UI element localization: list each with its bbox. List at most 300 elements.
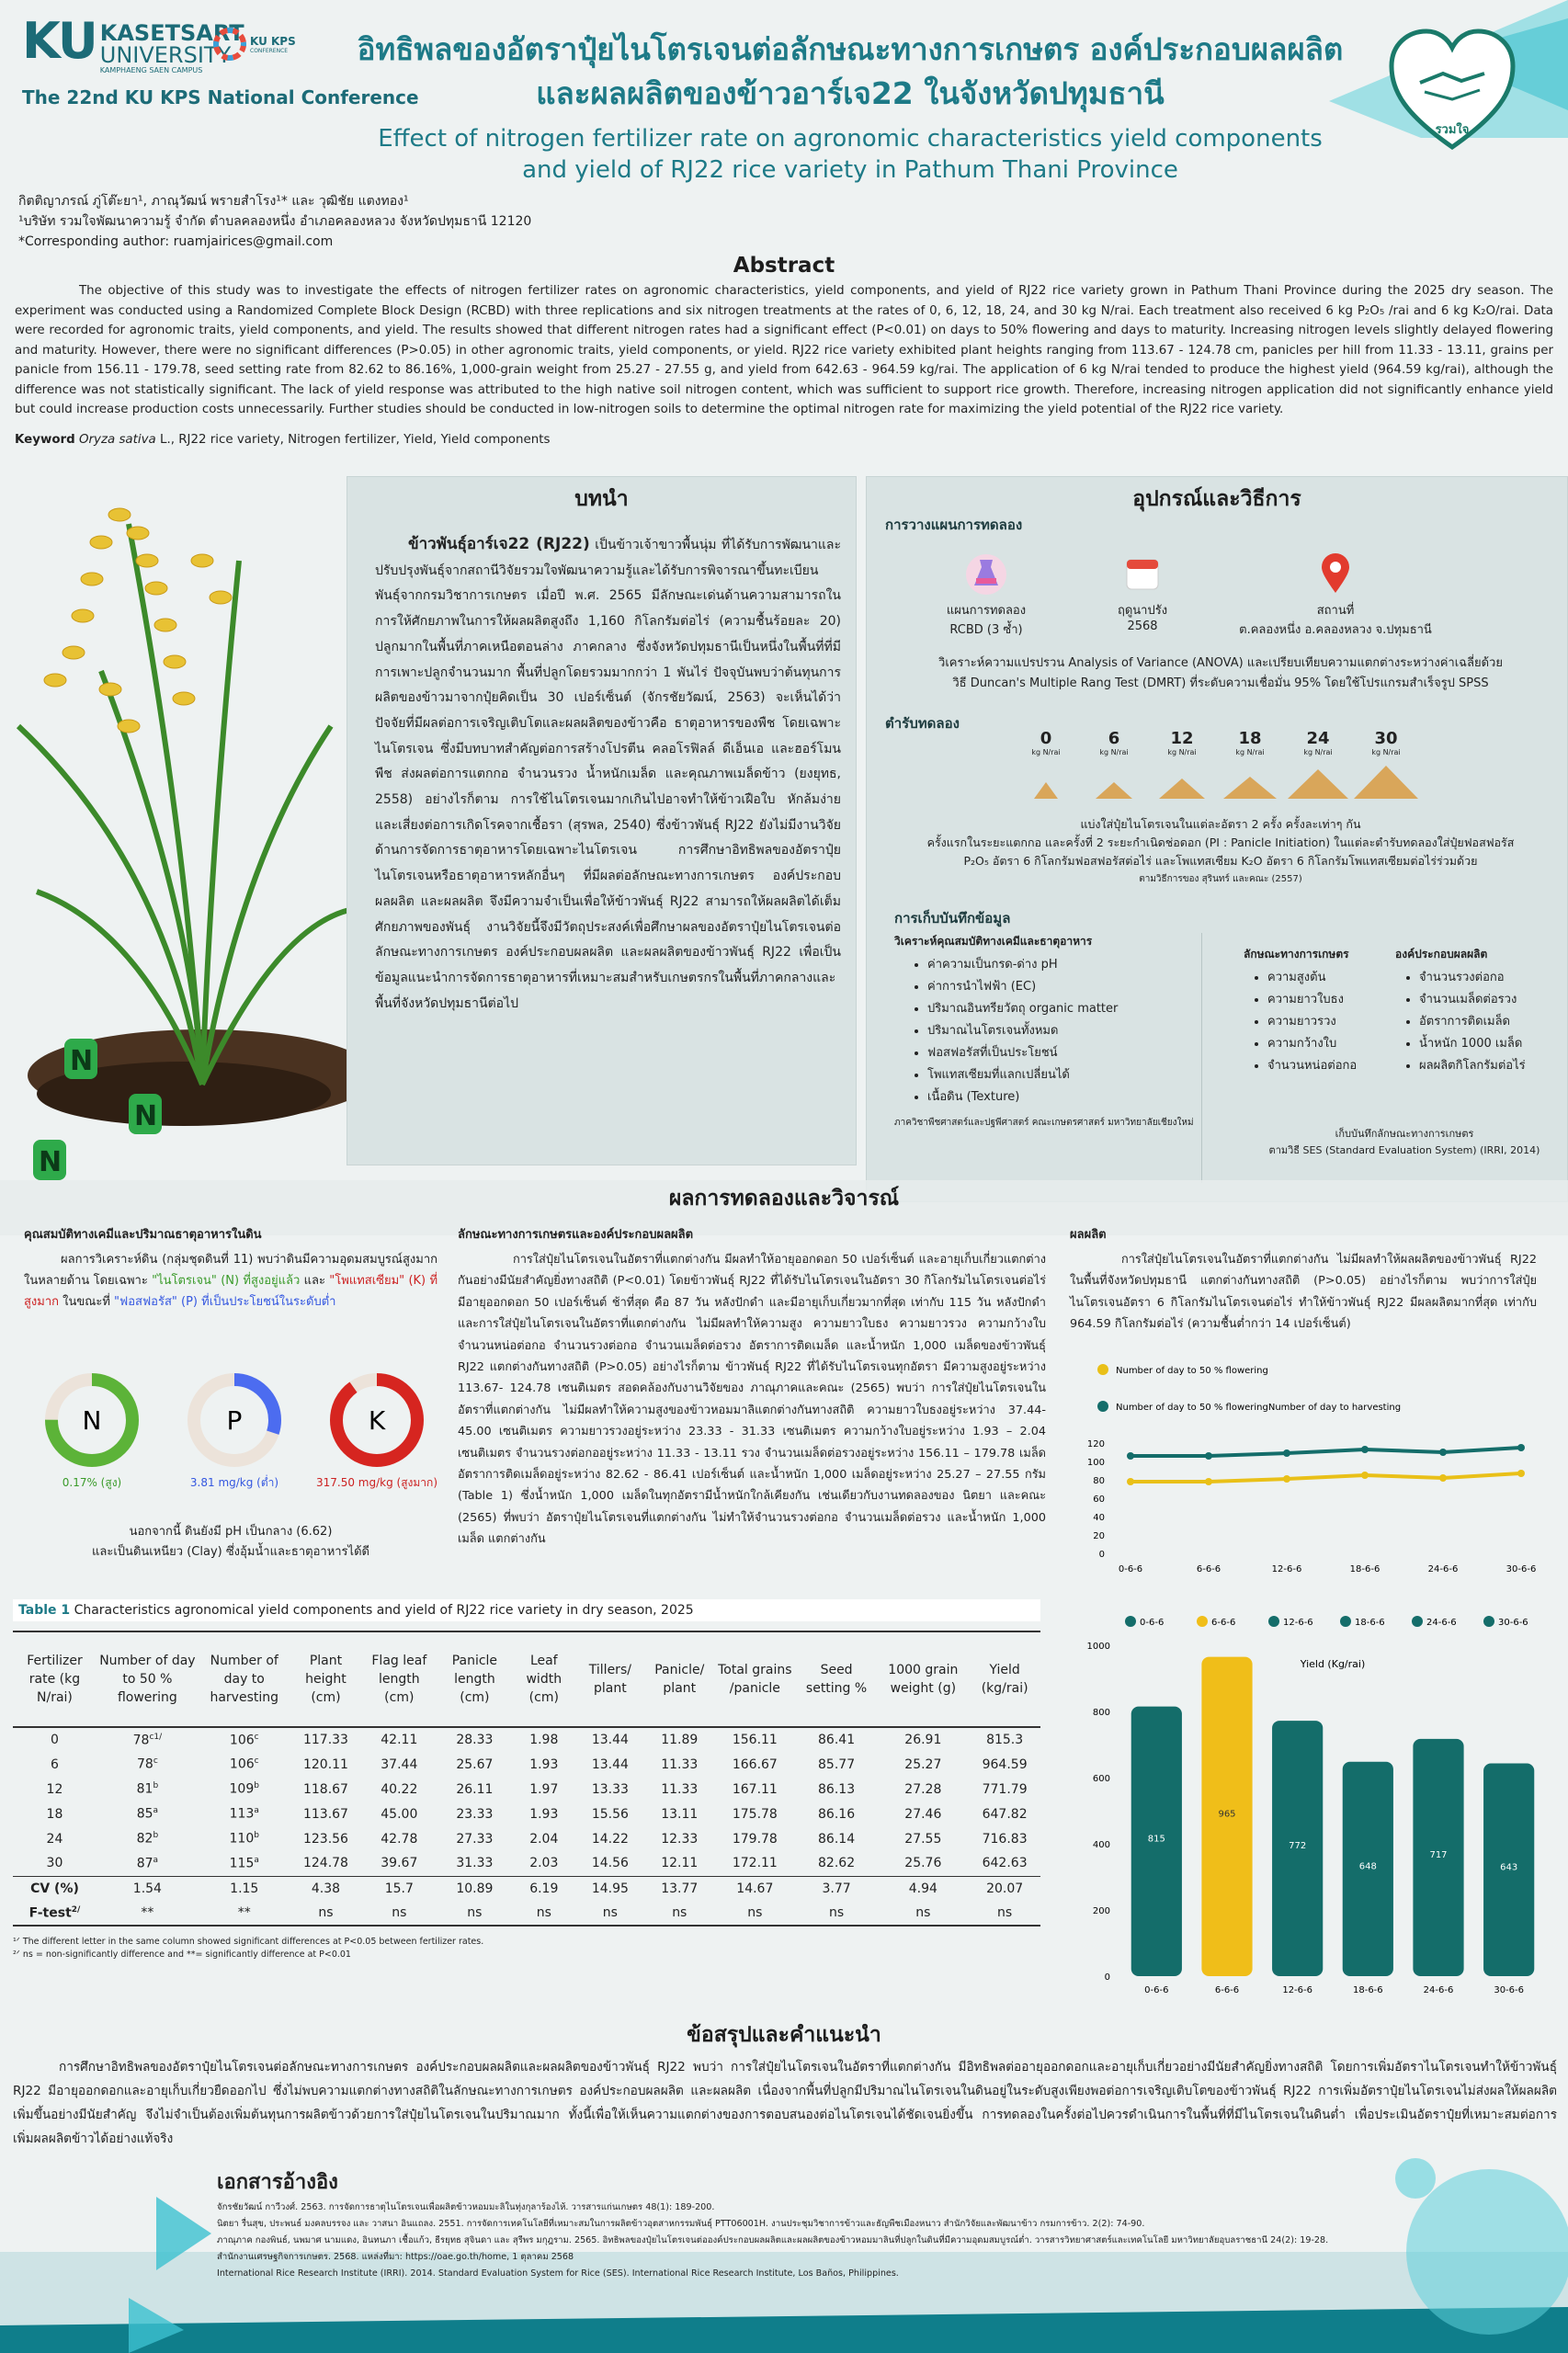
table-cell: 31.33 bbox=[456, 1856, 494, 1871]
table-cell: 10.89 bbox=[456, 1881, 494, 1896]
donut-letter: N bbox=[82, 1405, 102, 1436]
cell-letter: c bbox=[254, 1732, 259, 1742]
table-cell: 15.56 bbox=[591, 1806, 629, 1822]
bar-value-label: 643 bbox=[1500, 1862, 1518, 1873]
design-heading: การวางแผนการทดลอง bbox=[885, 517, 1023, 533]
chart-title: Yield (Kg/rai) bbox=[1300, 1658, 1366, 1670]
legend-marker bbox=[1097, 1401, 1108, 1412]
table-cell: 1.93 bbox=[529, 1806, 559, 1822]
table-cell: ns bbox=[915, 1905, 931, 1920]
list-item: • ผลผลิตกิโลกรัมต่อไร่ bbox=[1419, 1055, 1561, 1077]
table-body bbox=[13, 1727, 1040, 1926]
table-cell: 26.11 bbox=[456, 1781, 494, 1797]
table-cell: 118.67 bbox=[302, 1781, 348, 1797]
soil-analysis-box bbox=[894, 933, 1202, 1183]
table-caption-label: Table 1 bbox=[18, 1603, 71, 1618]
cell-letter: b bbox=[153, 1831, 159, 1841]
y-tick-label: 80 bbox=[1093, 1476, 1105, 1486]
design-item-location bbox=[1225, 551, 1446, 639]
table-cell: 14.67 bbox=[736, 1881, 774, 1896]
rice-plant-illustration bbox=[0, 450, 349, 1222]
cell-letter: a bbox=[153, 1855, 159, 1865]
table-cell: 26.91 bbox=[904, 1733, 942, 1747]
list-item: • ปริมาณอินทรียวัตถุ organic matter bbox=[927, 998, 1201, 1020]
yield-section bbox=[1070, 1224, 1537, 1336]
cell-letter: 2/ bbox=[71, 1904, 81, 1915]
table-footnote: ¹ᐟ The different letter in the same column showed significant differences at P<0.05 between fertilizer rates. bbox=[13, 1937, 484, 1947]
table-cell: ** bbox=[237, 1905, 251, 1920]
list-item: • ค่าความเป็นกรด-ด่าง pH bbox=[927, 954, 1201, 976]
y-tick-label: 60 bbox=[1093, 1495, 1105, 1505]
list-item: • โพแทสเซียมที่แลกเปลี่ยนได้ bbox=[927, 1064, 1201, 1086]
logo-campus: KAMPHAENG SAEN CAMPUS bbox=[99, 66, 203, 74]
y-tick-label: 400 bbox=[1092, 1840, 1110, 1850]
table-cell: 6.19 bbox=[529, 1881, 559, 1896]
list-item: • ฟอสฟอรัสที่เป็นประโยชน์ bbox=[927, 1042, 1201, 1064]
agro-traits-box bbox=[1244, 946, 1381, 1077]
table-cell: 12.11 bbox=[661, 1856, 699, 1871]
svg-text:N: N bbox=[70, 1045, 94, 1077]
y-tick-label: 100 bbox=[1086, 1458, 1105, 1468]
svg-text:N: N bbox=[134, 1100, 158, 1132]
kps-wheel-icon bbox=[213, 28, 246, 61]
cell-value: 78 bbox=[132, 1733, 150, 1748]
cell-value: 106 bbox=[229, 1733, 255, 1748]
data-point bbox=[1439, 1449, 1447, 1456]
table-cell: 25.27 bbox=[904, 1756, 942, 1772]
table-cell bbox=[97, 1802, 199, 1826]
table-cell: 175.78 bbox=[732, 1806, 778, 1822]
calendar-icon bbox=[1119, 551, 1165, 597]
list-item: • ปริมาณไนโตรเจนทั้งหมด bbox=[927, 1020, 1201, 1042]
y-tick-label: 600 bbox=[1092, 1774, 1110, 1784]
author-block bbox=[18, 191, 846, 252]
table-cell: 14.22 bbox=[591, 1831, 629, 1847]
cell-value: 87 bbox=[136, 1856, 153, 1871]
table-cell: 27.28 bbox=[904, 1781, 942, 1797]
legend-label: Number of day to 50 % floweringNumber of day to harvesting bbox=[1116, 1403, 1402, 1413]
treatment-rate bbox=[1218, 729, 1282, 806]
table-header: Leaf width (cm) bbox=[526, 1654, 562, 1705]
logo-university: UNIVERSITY bbox=[99, 42, 232, 68]
soil-summary-line: และเป็นดินเหนียว (Clay) ซึ่งอุ้มน้ำและธาตุอาหารได้ดี bbox=[92, 1545, 369, 1559]
table-cell: 42.78 bbox=[381, 1831, 418, 1847]
x-tick-label: 12-6-6 bbox=[1282, 1985, 1313, 1995]
design-item-value: 2568 bbox=[1127, 620, 1158, 633]
title-thai-line-1: อิทธิพลของอัตราปุ๋ยไนโตรเจนต่อลักษณะทางการเกษตร องค์ประกอบผลผลิต bbox=[357, 31, 1344, 67]
table-cell: 13.44 bbox=[591, 1756, 629, 1772]
table-cell: 37.44 bbox=[381, 1756, 418, 1772]
table-cell bbox=[199, 1777, 290, 1802]
table-cell: 3.77 bbox=[822, 1881, 851, 1896]
soil-nutrient-section bbox=[24, 1224, 437, 1313]
ku-logo bbox=[22, 12, 244, 74]
soil-text-nitrogen: "ไนโตรเจน" (N) ที่สูงอยู่แล้ว bbox=[152, 1274, 301, 1288]
table-cell: 20.07 bbox=[986, 1881, 1024, 1896]
ruamjai-emblem bbox=[1388, 28, 1517, 152]
table-cell bbox=[97, 1851, 199, 1876]
cell-letter: a bbox=[254, 1806, 259, 1816]
cell-letter: a bbox=[153, 1806, 159, 1816]
data-note-line: ตามวิธี SES (Standard Evaluation System) (IRRI, 2014) bbox=[1268, 1144, 1540, 1156]
intro-body: เป็นข้าวเจ้าขาวพื้นนุ่ม ที่ได้รับการพัฒนาและปรับปรุงพันธุ์จากสถานีวิจัยรวมใจพัฒนาความรู้และได้รับการพิจารณาขึ้นทะเบียนพันธุ์จากกรมวิชาการเกษตร เมื่อปี พ.ศ. 2565 มีลักษณะเด่นด้านความสามารถในการให้ศักยภาพในการให้ผลผลิตสูงถึง 1,160 กิโลกรัมต่อไร่ (ความชื้นร้อยละ 20) ปลูกมากในพื้นที่ภาคเหนือตอนล่าง ภาคกลาง ซึ่งจังหวัดปทุมธานีเป็นหนึ่งในพื้นที่ที่มีการเพาะปลูกจำนวนมาก พื้นที่ปลูกโดยรวมมากกว่า 1 พันไร่ ปัจจุบันพบว่าต้นทุนการผลิตของข้าวมาจากปุ๋ยคิดเป็น 30 เปอร์เซ็นต์ (จักรชัยวัฒน์, 2563) จะเห็นได้ว่า ปัจจัยที่มีผลต่อการเจริญเติบโตและผลผลิตของข้าวคือ ธาตุอาหารของพืช โดยเฉพาะไนโตรเจน ซึ่งมีบทบาทสำคัญต่อการสร้างโปรตีน คลอโรฟิลล์ ดีเอ็นเอ และฮอร์โมนพืช ส่งผลต่อการแตกกอ จำนวนรวง น้ำหนักเมล็ด และคุณภาพเมล็ดข้าว (ยงยุทธ, 2558) อย่างไรก็ตาม การใช้ไนโตรเจนมากเกินไปอาจทำให้ข้าวเฝือใบ หักล้มง่าย และเสี่ยงต่อการเกิดโรคจากเชื้อรา (สุรพล, 2540) ซึ่งข้าวพันธุ์ RJ22 ยังไม่มีงานวิจัยด้านการจัดการธาตุอาหารโดยเฉพาะไนโตรเจน การศึกษาอิทธิพลของอัตราปุ๋ยไนโตรเจนหรือธาตุอาหารหลักอื่นๆ ที่มีผลต่อลักษณะทางการเกษตร องค์ประกอบผลผลิต และผลผลิต จึงมีความจำเป็นเพื่อให้ข้าวพันธุ์ RJ22 สามารถให้ผลผลิตได้เต็มศักยภาพของพันธุ์ งานวิจัยนี้จึงมีวัตถุประสงค์เพื่อศึกษาผลของอัตราปุ๋ยไนโตรเจนต่อลักษณะทางการเกษตร องค์ประกอบผลผลิต และผลผลิตของข้าวพันธุ์ RJ22 เพื่อเป็นข้อมูลแนะนำการจัดการธาตุอาหารที่เหมาะสมสำหรับเกษตรกรในพื้นที่ภาคกลางและพื้นที่จังหวัดปทุมธานีต่อไป bbox=[375, 538, 841, 1011]
table-cell: 0 bbox=[51, 1733, 59, 1747]
table-cell bbox=[199, 1727, 290, 1752]
table-cell: 86.16 bbox=[818, 1806, 856, 1822]
abstract-body: The objective of this study was to investigate the effects of nitrogen fertilizer rates on agronomic characteristics, yield components, and yield of RJ22 rice variety grown in Pathum Thani Province during the 2025 dry season. The experiment was conducted using a Randomized Complete Block Design (RCBD) with three replications and six nitrogen treatments at the rates of 0, 6, 12, 18, 24, and 30 kg N/rai. Each treatment also received 6 kg P₂O₅ /rai and 6 kg K₂O/rai. Data were recorded for agronomic traits, yield components, and yield. The results showed that different nitrogen rates had a significant effect (P<0.01) on days to 50% flowering and days to maturity. Increasing nitrogen levels slightly delayed flowering and maturity. However, there were no significant differences (P>0.05) in other agronomic traits, yield components, or yield. RJ22 rice variety exhibited plant heights ranging from 113.67 - 124.78 cm, panicles per hill from 11.33 - 13.11, grains per panicle from 156.11 - 179.78, seed setting rate from 82.62 to 86.16%, 1,000-grain weight from 25.27 - 27.55 g, and yield from 642.63 - 964.59 kg/rai. The application of 6 kg N/rai tended to produce the highest yield (964.59 kg/rai), although the difference was not statistically significant. The lack of yield response was attributed to the high native soil nitrogen content, which was sufficient to support rice growth. Therefore, increasing nitrogen application did not significantly enhance yield but could increase production costs unnecessarily. Further studies should be conducted in low-nitrogen soils to determine the optimal nitrogen rate for maximizing the yield potential of the RJ22 rice variety. bbox=[15, 284, 1553, 416]
title-english-line-2: and yield of RJ22 rice variety in Pathum Thani Province bbox=[522, 156, 1178, 184]
list-item: • จำนวนหน่อต่อกอ bbox=[1267, 1055, 1381, 1077]
reference-item: International Rice Research Institute (IRRI). 2014. Standard Evaluation System for Rice (SES). International Rice Research Institute, Los Baños, Philippines. bbox=[217, 2268, 899, 2279]
conclusion-text bbox=[13, 2055, 1557, 2151]
methods-heading: อุปกรณ์และวิธีการ bbox=[1132, 487, 1301, 511]
table-cell: 14.56 bbox=[591, 1856, 629, 1871]
table-cell: 12 bbox=[46, 1781, 63, 1797]
nutrient-donut-label: 317.50 mg/kg (สูงมาก) bbox=[316, 1476, 437, 1489]
reference-item: สำนักงานเศรษฐกิจการเกษตร. 2568. แหล่งที่มา: https://oae.go.th/home, 1 ตุลาคม 2568 bbox=[217, 2252, 574, 2262]
soil-text-potassium: "โพแทสเซียม" (K) ที่สูงมาก bbox=[24, 1274, 438, 1309]
table-cell: 771.79 bbox=[982, 1781, 1028, 1797]
table-cell bbox=[199, 1752, 290, 1777]
treatment-note: ตามวิธีการของ สุรินทร์ และคณะ (2557) bbox=[1139, 874, 1302, 884]
x-tick-label: 24-6-6 bbox=[1427, 1564, 1459, 1572]
corresponding-author: *Corresponding author: ruamjairices@gmail.com bbox=[18, 234, 334, 249]
treatment-rate-unit: kg N/rai bbox=[1303, 748, 1333, 756]
analysis-text bbox=[885, 654, 1556, 694]
treatment-rate-unit: kg N/rai bbox=[1371, 748, 1401, 756]
table-cell: 13.33 bbox=[591, 1781, 629, 1797]
table-cell: 24 bbox=[46, 1831, 63, 1847]
nutrient-donut-label: 0.17% (สูง) bbox=[62, 1476, 122, 1489]
table-row bbox=[13, 1752, 1040, 1777]
table-cell: 27.46 bbox=[904, 1806, 942, 1822]
table-cell: 86.14 bbox=[818, 1831, 856, 1847]
table-cell: ns bbox=[467, 1905, 483, 1920]
soil-analysis-list bbox=[894, 954, 1201, 1108]
cell-letter: b bbox=[254, 1781, 259, 1791]
table-cell: 27.55 bbox=[904, 1831, 942, 1847]
treatment-rate-value: 24 bbox=[1306, 729, 1330, 748]
treatment-notes bbox=[885, 815, 1556, 889]
agro-traits-heading: ลักษณะทางการเกษตร bbox=[1244, 948, 1349, 961]
legend-label: 0-6-6 bbox=[1140, 1618, 1165, 1628]
table-cell: 120.11 bbox=[302, 1756, 348, 1772]
conclusion-heading: ข้อสรุปและคำแนะนำ bbox=[687, 2023, 881, 2047]
agronomic-section bbox=[458, 1224, 1046, 1551]
yield-bar-chart bbox=[1075, 1608, 1553, 2004]
nutrient-donut-label: 3.81 mg/kg (ต่ำ) bbox=[189, 1476, 279, 1489]
treatment-rate bbox=[1354, 729, 1418, 806]
nutrient-donut-n bbox=[28, 1370, 156, 1489]
logo-kasetsart: KASETSART bbox=[99, 20, 244, 46]
table-cell: 156.11 bbox=[732, 1733, 778, 1747]
list-item: • อัตราการติดเมล็ด bbox=[1419, 1011, 1561, 1033]
treatment-rate-unit: kg N/rai bbox=[1167, 748, 1197, 756]
table-1 bbox=[13, 1599, 1040, 1961]
nutrient-donut-chart bbox=[41, 1370, 142, 1471]
table-row-ftest bbox=[13, 1901, 1040, 1926]
table-cell: ns bbox=[602, 1905, 618, 1920]
data-point bbox=[1205, 1478, 1212, 1485]
table-cell bbox=[97, 1777, 199, 1802]
title-english-line-1: Effect of nitrogen fertilizer rate on agronomic characteristics yield components bbox=[378, 125, 1323, 153]
soil-text-phosphorus: "ฟอสฟอรัส" (P) ที่เป็นประโยชน์ในระดับต่ำ bbox=[114, 1295, 336, 1309]
donut-letter: P bbox=[226, 1405, 243, 1436]
y-tick-label: 120 bbox=[1086, 1439, 1105, 1449]
cell-letter: b bbox=[153, 1781, 159, 1791]
table-cell: 1.54 bbox=[132, 1881, 162, 1896]
legend-marker bbox=[1097, 1364, 1108, 1375]
table-cell: 2.03 bbox=[529, 1856, 559, 1871]
legend-marker bbox=[1197, 1616, 1208, 1627]
legend-marker bbox=[1483, 1616, 1494, 1627]
legend-marker bbox=[1125, 1616, 1136, 1627]
table-cell: 1.15 bbox=[230, 1881, 259, 1896]
table-cell: 40.22 bbox=[381, 1781, 418, 1797]
bar-value-label: 965 bbox=[1218, 1809, 1236, 1820]
table-caption bbox=[13, 1599, 1040, 1621]
list-item: • ค่าการนำไฟฟ้า (EC) bbox=[927, 976, 1201, 998]
treatment-rate bbox=[1150, 729, 1214, 806]
table-cell: 86.13 bbox=[818, 1781, 856, 1797]
table-cell bbox=[199, 1826, 290, 1851]
legend-label: 12-6-6 bbox=[1283, 1618, 1313, 1628]
treatment-rate-unit: kg N/rai bbox=[1031, 748, 1061, 756]
yield-heading: ผลผลิต bbox=[1070, 1228, 1107, 1242]
treatment-note: P₂O₅ อัตรา 6 กิโลกรัมฟอสฟอรัสต่อไร่ และโพแทสเซียม K₂O อัตรา 6 กิโลกรัมโพแทสเซียมต่อไร่ร่วมด้วย bbox=[963, 854, 1478, 868]
list-item: • ความยาวใบธง bbox=[1267, 989, 1381, 1011]
bar-value-label: 717 bbox=[1429, 1849, 1448, 1860]
agro-traits-list bbox=[1244, 967, 1381, 1077]
table-cell: ns bbox=[747, 1905, 763, 1920]
emblem-text: รวมใจ bbox=[1435, 123, 1470, 137]
cell-value: 106 bbox=[229, 1756, 255, 1772]
legend-label: 18-6-6 bbox=[1355, 1618, 1385, 1628]
cell-letter: b bbox=[254, 1831, 259, 1841]
fertilizer-pile-icon bbox=[1014, 756, 1078, 802]
table-row bbox=[13, 1777, 1040, 1802]
nutrient-donut-chart bbox=[326, 1370, 427, 1471]
table-header: Seed setting % bbox=[805, 1663, 868, 1696]
treatment-rates bbox=[1014, 729, 1418, 806]
bar-value-label: 815 bbox=[1147, 1834, 1165, 1845]
table-cell: 6 bbox=[51, 1756, 59, 1772]
table-cell: 4.38 bbox=[311, 1881, 341, 1896]
table-cell: 642.63 bbox=[982, 1856, 1028, 1871]
x-tick-label: 30-6-6 bbox=[1506, 1564, 1537, 1572]
x-tick-label: 0-6-6 bbox=[1144, 1985, 1169, 1995]
conclusion-body: การศึกษาอิทธิพลของอัตราปุ๋ยไนโตรเจนต่อลักษณะทางการเกษตร องค์ประกอบผลผลิตและผลผลิตของข้าวพันธุ์ RJ22 พบว่า การใส่ปุ๋ยไนโตรเจนในอัตราที่แตกต่างกัน มีอิทธิพลต่ออายุออกดอกและอายุเก็บเกี่ยวอย่างมีนัยสำคัญยิ่งทางสถิติ โดยการเพิ่มอัตราไนโตรเจนทำให้ข้าวพันธุ์ RJ22 มีอายุออกดอกและอายุเก็บเกี่ยวยืดออกไป ซึ่งไม่พบความแตกต่างทางสถิติในลักษณะทางการเกษตร องค์ประกอบผลผลิต และผลผลิต เนื่องจากพื้นที่ปลูกมีปริมาณไนโตรเจนในดินอยู่ในระดับสูงเพียงพอต่อการเจริญเติบโตของข้าวพันธุ์ RJ22 การเพิ่มอัตราปุ๋ยไนโตรเจนไม่ส่งผลให้ผลผลิตเพิ่มขึ้นอย่างมีนัยสำคัญ จึงไม่จำเป็นต้องเพิ่มต้นทุนการผลิตข้าวด้วยการใส่ปุ๋ยไนโตรเจนในปริมาณมาก ทั้งนี้เพื่อให้เห็นความแตกต่างของการตอบสนองต่อไนโตรเจนได้ชัดเจนยิ่งขึ้น การทดลองในครั้งต่อไปควรดำเนินการในพื้นที่ที่มีไนโตรเจนในดินต่ำ เพื่อประเมินอัตราปุ๋ยที่เหมาะสมต่อการเพิ่มผลผลิตข้าวได้อย่างแท้จริง bbox=[13, 2060, 1557, 2146]
logo-kps: KU KPS bbox=[250, 34, 296, 48]
cell-value: F-test bbox=[28, 1905, 72, 1921]
data-point bbox=[1361, 1446, 1369, 1453]
soil-summary-line: นอกจากนี้ ดินยังมี pH เป็นกลาง (6.62) bbox=[129, 1525, 333, 1539]
table-cell: 13.77 bbox=[661, 1881, 699, 1896]
bar-value-label: 648 bbox=[1358, 1861, 1377, 1872]
y-tick-label: 40 bbox=[1093, 1513, 1105, 1523]
title-english bbox=[349, 123, 1351, 186]
fertilizer-pile-icon bbox=[1150, 756, 1214, 802]
table-cell: 13.11 bbox=[661, 1806, 699, 1822]
table-cell: ns bbox=[392, 1905, 407, 1920]
series-line bbox=[1131, 1448, 1521, 1456]
fertilizer-pile-icon bbox=[1286, 756, 1350, 802]
cell-letter: a bbox=[254, 1855, 259, 1865]
design-item-value: RCBD (3 ซ้ำ) bbox=[949, 623, 1023, 637]
abstract-heading: Abstract bbox=[733, 254, 835, 278]
y-tick-label: 200 bbox=[1092, 1906, 1110, 1916]
location-pin-icon bbox=[1312, 551, 1358, 597]
table-footnote: ²ᐟ ns = non-significantly difference and **= significantly difference at P<0.01 bbox=[13, 1949, 351, 1960]
table-header: Panicle/ plant bbox=[654, 1663, 705, 1696]
table-cell: 82.62 bbox=[818, 1856, 856, 1871]
reference-item: ภาณุภาค กองพินธ์, นพมาศ นามแดง, อินทนภา เชื้อแก้ว, ธีรยุทธ สุจินดา และ สุรีพร มกุฎราม. 2565. อิทธิพลของปุ๋ยไนโตรเจนต่อองค์ประกอบผลผลิตและผลผลิตของข้าวหอมมาลินที่ปลูกในดินที่มีความอุดมสมบูรณ์ต่ำ. วารสารวิทยาศาสตร์และเทคโนโลยี มหาวิทยาลัยอุบลราชธานี 24(2): 19-28. bbox=[217, 2235, 1329, 2245]
table-cell: 85.77 bbox=[818, 1756, 856, 1772]
keyword-species: Oryza sativa bbox=[78, 433, 156, 447]
table-cell: 13.44 bbox=[591, 1733, 629, 1747]
cell-letter: c1/ bbox=[149, 1732, 163, 1742]
table-cell: ns bbox=[536, 1905, 551, 1920]
design-item-label: แผนการทดลอง bbox=[946, 604, 1027, 618]
table-header: Panicle length (cm) bbox=[451, 1654, 498, 1705]
data-point bbox=[1283, 1475, 1290, 1483]
table-cell: 11.89 bbox=[661, 1733, 699, 1747]
table-header: Number of day to harvesting bbox=[210, 1654, 279, 1705]
table-row bbox=[13, 1851, 1040, 1876]
soil-nutrient-heading: คุณสมบัติทางเคมีและปริมาณธาตุอาหารในดิน bbox=[24, 1228, 262, 1242]
list-item: • ความสูงต้น bbox=[1267, 967, 1381, 989]
intro-lead: ข้าวพันธุ์อาร์เจ22 (RJ22) bbox=[408, 535, 590, 553]
x-tick-label: 6-6-6 bbox=[1214, 1985, 1240, 1995]
authors: กิตติญาภรณ์ ภู่โต๊ะยา¹, ภาณุวัฒน์ พรายสำโรง¹* และ วุฒิชัย แตงทอง¹ bbox=[18, 194, 409, 209]
abstract-text bbox=[15, 281, 1553, 420]
table-cell: ** bbox=[141, 1905, 154, 1920]
treatment-rate-value: 12 bbox=[1170, 729, 1194, 748]
bar-value-label: 772 bbox=[1289, 1841, 1307, 1852]
table-header: Plant height (cm) bbox=[305, 1654, 347, 1705]
nutrient-donuts bbox=[28, 1370, 441, 1489]
data-collection-heading: การเก็บบันทึกข้อมูล bbox=[894, 910, 1011, 926]
y-tick-label: 1000 bbox=[1086, 1642, 1110, 1652]
keyword-label: Keyword bbox=[15, 433, 75, 447]
table-row bbox=[13, 1826, 1040, 1851]
flask-icon bbox=[963, 551, 1009, 597]
analysis-line-1: วิเคราะห์ความแปรปรวน Analysis of Variance (ANOVA) และเปรียบเทียบความแตกต่างระหว่างค่าเฉลี่ยด้วย bbox=[938, 656, 1503, 670]
data-point bbox=[1439, 1474, 1447, 1482]
design-item-label: ฤดูนาปรัง bbox=[1117, 604, 1168, 618]
data-point bbox=[1205, 1452, 1212, 1460]
treatment-heading: ตำรับทดลอง bbox=[885, 715, 960, 732]
soil-analysis-heading: วิเคราะห์คุณสมบัติทางเคมีและธาตุอาหาร bbox=[894, 935, 1093, 948]
yield-components-list bbox=[1395, 967, 1561, 1077]
fertilizer-pile-icon bbox=[1082, 756, 1146, 802]
soil-summary bbox=[24, 1522, 437, 1563]
data-point bbox=[1127, 1478, 1134, 1485]
y-tick-label: 0 bbox=[1104, 1972, 1110, 1983]
design-item-season bbox=[1069, 551, 1216, 639]
table-cell: 11.33 bbox=[661, 1781, 699, 1797]
treatment-rate-value: 0 bbox=[1040, 729, 1052, 748]
treatment-rate-unit: kg N/rai bbox=[1099, 748, 1129, 756]
x-tick-label: 24-6-6 bbox=[1423, 1985, 1454, 1995]
table-cell: 716.83 bbox=[982, 1831, 1028, 1847]
cell-value: 78 bbox=[137, 1756, 153, 1772]
table-header: 1000 grain weight (g) bbox=[888, 1663, 959, 1696]
treatment-rate-value: 18 bbox=[1238, 729, 1262, 748]
data-point bbox=[1361, 1472, 1369, 1479]
table-cell: ns bbox=[828, 1905, 845, 1920]
x-tick-label: 12-6-6 bbox=[1271, 1564, 1302, 1572]
table-header: Flag leaf length (cm) bbox=[371, 1654, 427, 1705]
cell-letter: c bbox=[153, 1756, 158, 1767]
treatment-note: ครั้งแรกในระยะแตกกอ และครั้งที่ 2 ระยะกำเนิดช่อดอก (PI : Panicle Initiation) ในแต่ละตำรับทดลองใส่ปุ๋ยฟอสฟอรัส bbox=[926, 835, 1515, 849]
data-point bbox=[1517, 1470, 1525, 1477]
treatment-rate bbox=[1286, 729, 1350, 806]
soil-text-part: ผลการวิเคราะห์ดิน (กลุ่มชุดดินที่ 11) พบว่าดินมีความอุดมสมบูรณ์สูงมากในหลายด้าน โดยเฉพาะ bbox=[24, 1253, 437, 1288]
keyword-list: L., RJ22 rice variety, Nitrogen fertilizer, Yield, Yield components bbox=[160, 433, 551, 447]
soil-analysis-note: ภาควิชาพืชศาสตร์และปฐพีศาสตร์ คณะเกษตรศาสตร์ มหาวิทยาลัยเชียงใหม่ bbox=[894, 1118, 1194, 1128]
table-cell: 179.78 bbox=[732, 1831, 778, 1847]
table-cell: 964.59 bbox=[982, 1756, 1028, 1772]
donut-letter: K bbox=[368, 1405, 386, 1436]
table-caption-text: Characteristics agronomical yield components and yield of RJ22 rice variety in dry season, 2025 bbox=[74, 1603, 694, 1618]
data-collection-note bbox=[1244, 1126, 1565, 1159]
table-cell bbox=[199, 1802, 290, 1826]
cell-value: 85 bbox=[136, 1806, 153, 1822]
list-item: • ความยาวรวง bbox=[1267, 1011, 1381, 1033]
table-cell: 30 bbox=[46, 1856, 63, 1871]
list-item: • น้ำหนัก 1000 เมล็ด bbox=[1419, 1033, 1561, 1055]
table-cell: 2.04 bbox=[529, 1831, 559, 1847]
table-cell: 1.98 bbox=[529, 1733, 559, 1747]
table-cell bbox=[97, 1826, 199, 1851]
yield-components-box bbox=[1395, 946, 1561, 1077]
agronomic-text bbox=[458, 1249, 1046, 1551]
table-cell: 117.33 bbox=[302, 1733, 348, 1747]
table-header: Tillers/ plant bbox=[588, 1663, 631, 1696]
cell-value: 109 bbox=[229, 1781, 255, 1797]
legend-label: 30-6-6 bbox=[1498, 1618, 1528, 1628]
soil-text-part: และ bbox=[303, 1274, 325, 1288]
table-cell: 39.67 bbox=[381, 1856, 418, 1871]
list-item: • เนื้อดิน (Texture) bbox=[927, 1086, 1201, 1108]
table-header-row bbox=[13, 1631, 1040, 1727]
fertilizer-pile-icon bbox=[1354, 756, 1418, 802]
intro-text bbox=[347, 516, 856, 1017]
treatment-rate-value: 30 bbox=[1374, 729, 1398, 748]
table-cell: 1.97 bbox=[529, 1781, 559, 1797]
design-items bbox=[913, 551, 1446, 639]
table-header: Yield (kg/rai) bbox=[981, 1663, 1028, 1696]
table-cell: 15.7 bbox=[384, 1881, 414, 1896]
yield-body: การใส่ปุ๋ยไนโตรเจนในอัตราที่แตกต่างกัน ไม่มีผลทำให้ผลผลิตของข้าวพันธุ์ RJ22 ในพื้นที่จังหวัดปทุมธานี แตกต่างกันทางสถิติ (P>0.05) อย่างไรก็ตาม พบว่าการใส่ปุ๋ยไนโตรเจนอัตรา 6 กิโลกรัมไนโตรเจนต่อไร่ ทำให้ข้าวพันธุ์ RJ22 มีผลผลิตมากที่สุด เท่ากับ 964.59 กิโลกรัมต่อไร่ (ความชื้นต่ำกว่า 14 เปอร์เซ็นต์) bbox=[1070, 1253, 1537, 1332]
table-cell: 166.67 bbox=[732, 1756, 778, 1772]
table-cell: 18 bbox=[46, 1806, 63, 1822]
table-footnotes bbox=[13, 1936, 1040, 1961]
x-tick-label: 30-6-6 bbox=[1494, 1985, 1525, 1995]
reference-item: จักรชัยวัฒน์ กาวีวงศ์. 2563. การจัดการธาตุไนโตรเจนเพื่อผลิตข้าวหอมมะลิในทุ่งกุลาร้องไห้. วารสารแก่นเกษตร 48(1): 189-200. bbox=[217, 2202, 715, 2212]
table-cell: 815.3 bbox=[986, 1733, 1024, 1747]
agronomic-body: การใส่ปุ๋ยไนโตรเจนในอัตราที่แตกต่างกัน มีผลทำให้อายุออกดอก 50 เปอร์เซ็นต์ และอายุเก็บเกี่ยวแตกต่างกันอย่างมีนัยสำคัญยิ่งทางสถิติ (P<0.01) โดยข้าวพันธุ์ RJ22 ที่ได้รับไนโตรเจนในอัตรา 30 กิโลกรัมไนโตรเจนต่อไร่ มีอายุออกดอก 50 เปอร์เซ็นต์ ช้าที่สุด คือ 87 วัน หลังปักดำ และมีอายุเก็บเกี่ยวมากที่สุด เท่ากับ 115 วัน หลังปักดำ และการใส่ปุ๋ยไนโตรเจนในอัตราที่แตกต่างกัน ไม่มีผลทำให้ความสูง ความยาวใบธง ความยาวรวง ความกว้างใบ จำนวนหน่อต่อกอ จำนวนรวงต่อกอ จำนวนเมล็ดต่อรวง อัตราการติดเมล็ด และน้ำหนัก 1,000 เมล็ดของข้าวพันธุ์ RJ22 แตกต่างกันทางสถิติ (P>0.05) อย่างไรก็ตาม ข้าวพันธุ์ RJ22 ที่ได้รับไนโตรเจนทุกอัตรา มีความสูงอยู่ระหว่าง 113.67- 124.78 เซนติเมตร สอดคล้องกับงานวิจัยของ ภาณุภาคและคณะ (2565) พบว่า การใส่ปุ๋ยไนโตรเจนในอัตราที่แตกต่างกัน ไม่มีผลทำให้ความสูงของข้าวหอมมาลิแตกต่างกันทางสถิติ ความยาวใบธงอยู่ระหว่าง 37.44-45.00 เซนติเมตร ความยาวรวงอยู่ระหว่าง 23.33 - 31.33 เซนติเมตร ความกว้างใบอยู่ระหว่าง 1.93 – 2.04 เซนติเมตร จำนวนรวงต่อกออยู่ระหว่าง 11.33 - 13.11 รวง จำนวนเมล็ดต่อรวงอยู่ระหว่าง 156.11 – 179.78 เมล็ด อัตราการติดเมล็ดอยู่ระหว่าง 82.62 - 86.41 เปอร์เซ็นต์ และน้ำหนัก 1,000 เมล็ดอยู่ระหว่าง 25.27 – 27.55 กรัม (Table 1) ซึ่งน้ำหนัก 1,000 เมล็ดในทุกอัตรามีน้ำหนักใกล้เคียงกัน เช่นเดียวกับงานทดลองของ นิตยา และคณะ (2565) ที่พบว่า อัตราปุ๋ยไนโตรเจนที่แตกต่างกัน ไม่ทำให้จำนวนรวงต่อกอ จำนวนเมล็ดต่อรวง และน้ำหนัก 1,000 เมล็ด แตกต่างกัน bbox=[458, 1253, 1046, 1547]
methods-panel bbox=[866, 476, 1568, 1202]
nutrient-donut-chart bbox=[184, 1370, 285, 1471]
table-cell: 14.95 bbox=[591, 1881, 629, 1896]
legend-marker bbox=[1340, 1616, 1351, 1627]
kps-logo bbox=[213, 28, 296, 61]
cell-value: 81 bbox=[136, 1781, 153, 1797]
references-heading: เอกสารอ้างอิง bbox=[217, 2171, 338, 2194]
y-tick-label: 800 bbox=[1092, 1708, 1110, 1718]
